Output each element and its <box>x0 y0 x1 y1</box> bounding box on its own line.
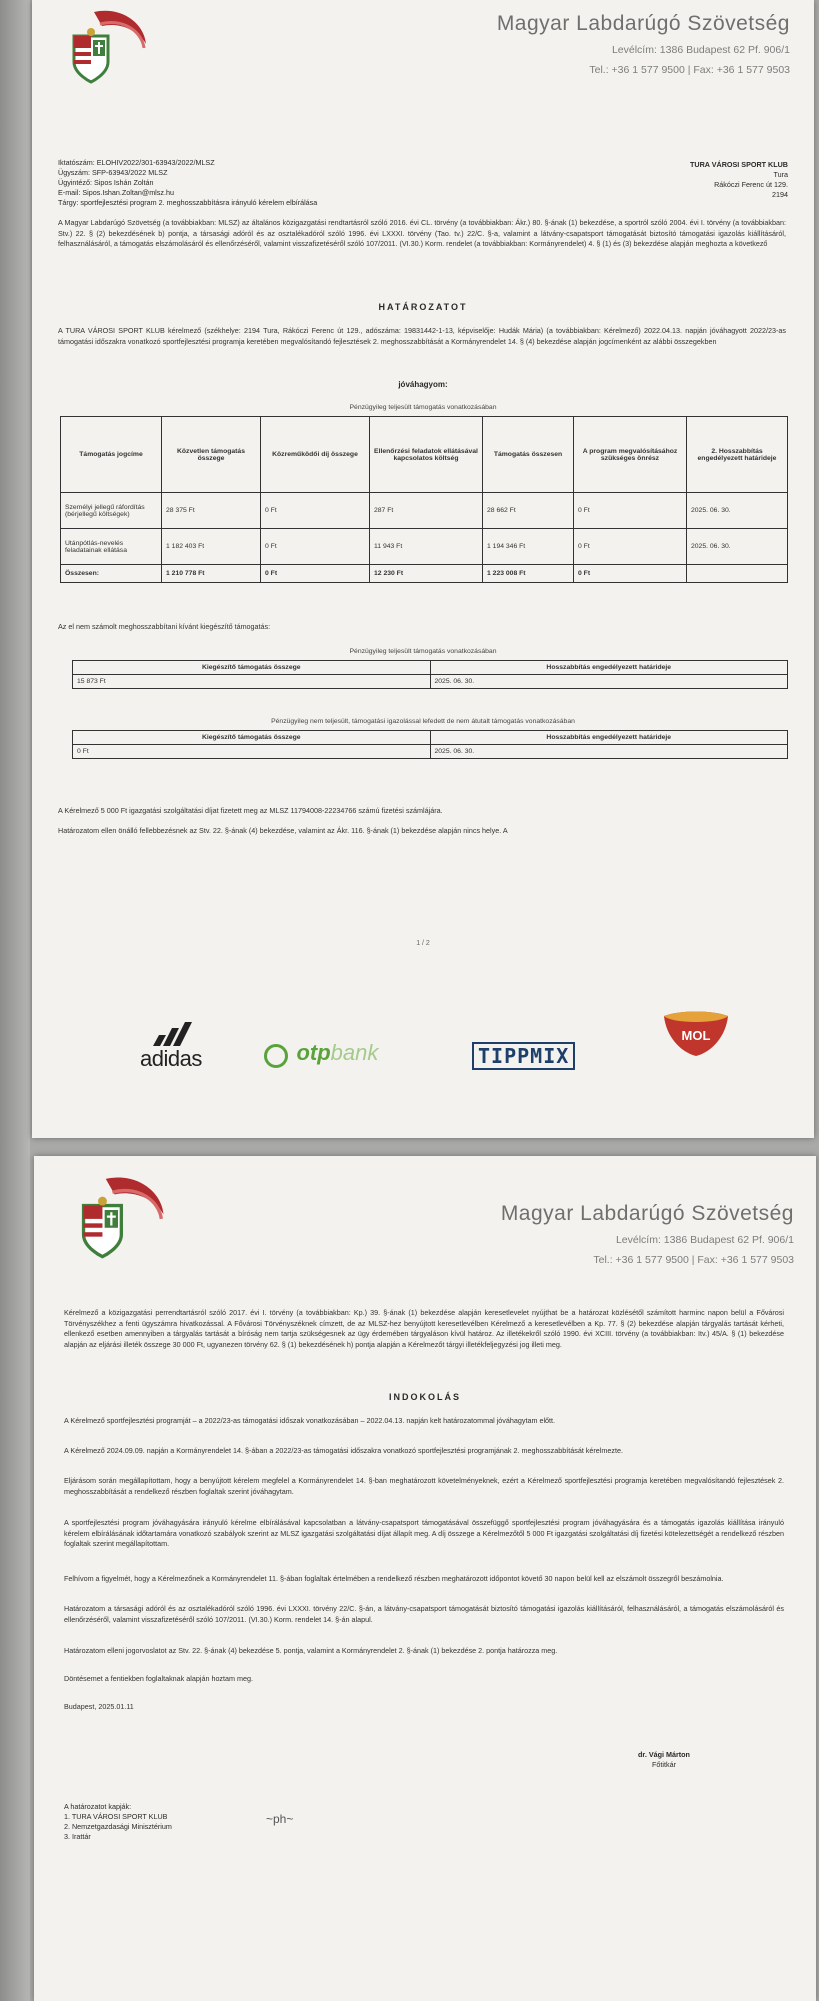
reasoning-title: INDOKOLÁS <box>389 1392 461 1402</box>
case-meta <box>58 158 478 208</box>
signer-title: Főtitkár <box>652 1760 676 1769</box>
distribution-item: 2. Nemzetgazdasági Minisztérium <box>64 1822 172 1831</box>
table-cell: 11 943 Ft <box>370 529 483 565</box>
table-header: Hosszabbítás engedélyezett határideje <box>430 731 788 745</box>
table-cell: Utánpótlás-nevelés feladatainak ellátása <box>61 529 162 565</box>
org-name: Magyar Labdarúgó Szövetség <box>500 1202 794 1225</box>
adidas-stripes-icon <box>149 1020 193 1046</box>
table-header-row <box>73 731 788 745</box>
reasoning-paragraph: A Kérelmező sportfejlesztési programját – a 2022/23-as támogatási időszak vonatkozásában – 2022.04.13. napján kelt határozatommal jóváhagytam előtt. <box>64 1416 556 1425</box>
table-cell: 2025. 06. 30. <box>430 675 788 689</box>
page-number: 1 / 2 <box>416 940 430 947</box>
table-cell: 28 375 Ft <box>162 493 261 529</box>
meta-line: Ügyintéző: Sipos Ishán Zoltán <box>58 178 154 187</box>
table-cell: 1 182 403 Ft <box>162 529 261 565</box>
reasoning-paragraph: Eljárásom során megállapítottam, hogy a benyújtott kérelem megfelel a Kormányrendelet 14. §-ban meghatározott követelményeknek, ezért a Kérelmező sportfejlesztési programja keretében megvalósítandó fejlesztések 2. meghosszabbítását a rendelkező részben foglaltak szerint jóváhagytam. <box>64 1476 784 1496</box>
table-cell: 0 Ft <box>261 565 370 583</box>
table-cell: 2025. 06. 30. <box>687 493 788 529</box>
table-cell: 1 223 008 Ft <box>483 565 574 583</box>
table-header: Ellenőrzési feladatok ellátásával kapcsolatos költség <box>370 417 483 493</box>
decision-title: HATÁROZATOT <box>378 302 468 312</box>
table-cell <box>687 565 788 583</box>
distribution-item: 1. TURA VÁROSI SPORT KLUB <box>64 1812 168 1821</box>
recipient-city: Tura <box>773 170 788 179</box>
table-cell: 287 Ft <box>370 493 483 529</box>
table-row <box>61 529 788 565</box>
table-cell: 0 Ft <box>574 529 687 565</box>
supplementary-table-paid <box>72 660 788 689</box>
reasoning-paragraph: A sportfejlesztési program jóváhagyására irányuló kérelme elbírálásával kapcsolatban a látvány-csapatsport támogatásával összefüggő sportfejlesztési program jóváhagyására és a támogatás igazolás kiállítása irányuló kérelem elbírálásának időtartamára vonatkozó szabályok szerint az MLSZ igazgatási szolgáltatási díjat állapít meg. A díj összege a Kérelmezőtől 5 000 Ft igazgatási szolgáltatási díj fizetési kötelezettségét a rendelkező részben foglaltak szerint megállapítottam. <box>64 1518 784 1548</box>
otp-wordmark: otp <box>296 1040 331 1065</box>
table-cell: 0 Ft <box>261 529 370 565</box>
signer-name: dr. Vági Márton <box>638 1750 690 1759</box>
photo-backdrop <box>0 0 30 2001</box>
meta-line: Tárgy: sportfejlesztési program 2. meghosszabbításra irányuló kérelem elbírálása <box>58 198 318 207</box>
mol-wordmark: MOL <box>681 1028 711 1043</box>
org-address: Levélcím: 1386 Budapest 62 Pf. 906/1 <box>611 44 790 56</box>
table-cell: Összesen: <box>61 565 162 583</box>
meta-line: Iktatószám: ELOHIV2022/301-63943/2022/MLSZ <box>58 158 215 167</box>
table-header: Kiegészítő támogatás összege <box>73 731 431 745</box>
table-header: Kiegészítő támogatás összege <box>73 661 431 675</box>
table-cell: 0 Ft <box>574 493 687 529</box>
table-header-row <box>61 417 788 493</box>
table-cell: 28 662 Ft <box>483 493 574 529</box>
table-header: Közvetlen támogatás összege <box>162 417 261 493</box>
reasoning-paragraph: Határozatom a társasági adóról és az osztalékadóról szóló 1996. évi LXXXI. törvény 22/C. §-án, a látvány-csapatsport támogatását biztosító támogatási igazolás kiállításáról, felhasználásáról, a támogatás elszámolásáról és ellenőrzéséről, valamint visszafizetéséről szóló 107/2011. (VI.30.) Korm. rendelet 14. §-án alapul. <box>64 1604 784 1624</box>
legal-remedy-paragraph: Kérelmező a közigazgatási perrendtartásról szóló 2017. évi I. törvény (a továbbiakban: Kp.) 39. §-ának (1) bekezdése alapján keresetlevelet nyújthat be a határozat közlésétől számított harminc napon belül a Fővárosi Törvényszékhez a fenti ügyszámra hivatkozással. A Fővárosi Törvényszéknek címzett, de az MLSZ-hez benyújtott keresetlevélben Kérelmező a keresetlevélben a Kp. 77. § (2) bekezdése alapján tárgyalás tartását kérheti, ellenkező esetben amennyiben a tárgyalás tartását a bíróság nem tartja szükségesnek az ügy érdemében tárgyaláson kívül határoz. Az illetékekről szóló 1990. évi XCIII. törvény (a továbbiakban: Itv.) 45/A. § (1) bekezdése alapján az eljárási illeték összege 30 000 Ft, ugyanezen törvény 62. § (1) bekezdésének h) pontja alapján a Kérelmezőt tárgyi illetékfeljegyzési jog illeti meg. <box>64 1308 784 1349</box>
recipient-street: Rákóczi Ferenc út 129. <box>714 180 788 189</box>
appeal-paragraph: Határozatom ellen önálló fellebbezésnek az Stv. 22. §-ának (4) bekezdése, valamint az Ákr. 116. §-ának (1) bekezdése alapján nincs helye. A <box>58 826 508 835</box>
meta-line: Ügyszám: SFP-63943/2022 MLSZ <box>58 168 168 177</box>
table-cell: 1 194 346 Ft <box>483 529 574 565</box>
decision-paragraph: A TURA VÁROSI SPORT KLUB kérelmező (székhelye: 2194 Tura, Rákóczi Ferenc út 129., adószáma: 19831442-1-13, képviselője: Hudák Mária) (a továbbiakban: Kérelmező) 2022.04.13. napján jóváhagyott 2022/23-as támogatási időszakra vonatkozó sportfejlesztési programja keretében megvalósítandó fejlesztések 2. meghosszabbítását a Kormányrendelet 14. § (4) bekezdése alapján jogcímenként az alábbi összegekben <box>58 326 786 346</box>
table-cell: 1 210 778 Ft <box>162 565 261 583</box>
supplementary-text: Az el nem számolt meghosszabbítani kívánt kiegészítő támogatás: <box>58 622 271 631</box>
fee-paragraph: A Kérelmező 5 000 Ft igazgatási szolgáltatási díjat fizetett meg az MLSZ 11794008-22234766 számú fizetési számlájára. <box>58 806 443 815</box>
mol-sponsor <box>660 1010 732 1063</box>
org-phone-fax: Tel.: +36 1 577 9500 | Fax: +36 1 577 9503 <box>593 1254 794 1266</box>
otp-sponsor <box>264 1040 378 1068</box>
table-cell: Személyi jellegű ráfordítás (bérjellegű költségek) <box>61 493 162 529</box>
otp-wordmark-rest: bank <box>330 1040 379 1065</box>
approved-label: jóváhagyom: <box>398 380 448 389</box>
supplementary-table-unpaid <box>72 730 788 759</box>
document-page-2 <box>34 1156 816 2001</box>
table-cell: 0 Ft <box>261 493 370 529</box>
tippmix-wordmark: TIPPMIX <box>472 1042 575 1070</box>
reasoning-paragraph: A Kérelmező 2024.09.09. napján a Kormányrendelet 14. §-ában a 2022/23-as támogatási időszakra vonatkozó sportfejlesztési programjának 2. meghosszabbítását kérelmezte. <box>64 1446 623 1455</box>
table-cell: 15 873 Ft <box>73 675 431 689</box>
document-page-1 <box>32 0 814 1138</box>
decision-date: Budapest, 2025.01.11 <box>64 1702 134 1711</box>
recipient-block <box>690 160 788 200</box>
support-table <box>60 416 788 583</box>
table-cell: 2025. 06. 30. <box>430 745 788 759</box>
signature-block <box>594 1750 734 1770</box>
distribution-list <box>64 1802 364 1842</box>
intro-paragraph: A Magyar Labdarúgó Szövetség (a továbbiakban: MLSZ) az általános közigazgatási rendtartásról szóló 2016. évi CL. törvény (a továbbiakban: Ákr.) 80. §-ának (1) bekezdése, a sportról szóló 2004. évi I. törvény (a továbbiakban: Stv.) 22. § (2) bekezdésének b) pontja, a társasági adóról és az osztalékadóról szóló 1996. évi LXXXI. törvény (Tao. tv.) 22/C. §-a, valamint a látvány-csapatsport támogatását biztosító támogatási igazolás kiállításáról, felhasználásáról, a támogatás elszámolásáról és ellenőrzéséről, valamint visszafizetéséről szóló 107/2011. (VI.30.) Korm. rendelet (a továbbiakban: Kormányrendelet) 4. § (1) és (3) bekezdése alapján meghozta a következő <box>58 218 786 248</box>
adidas-wordmark: adidas <box>140 1046 202 1071</box>
org-phone-fax: Tel.: +36 1 577 9500 | Fax: +36 1 577 9503 <box>589 64 790 76</box>
mol-logo-icon <box>660 1010 732 1058</box>
table-header: Közreműködői díj összege <box>261 417 370 493</box>
org-name: Magyar Labdarúgó Szövetség <box>496 12 790 35</box>
mlsz-logo-icon <box>60 4 150 94</box>
table-row <box>61 493 788 529</box>
table-header: A program megvalósításához szükséges önrész <box>574 417 687 493</box>
reasoning-paragraph: Döntésemet a fentiekben foglaltaknak alapján hoztam meg. <box>64 1674 253 1683</box>
table-header-row <box>73 661 788 675</box>
table1-caption: Pénzügyileg teljesült támogatás vonatkozásában <box>349 404 497 411</box>
table-cell: 0 Ft <box>574 565 687 583</box>
org-header <box>497 12 790 76</box>
table2-caption: Pénzügyileg teljesült támogatás vonatkozásában <box>349 648 497 655</box>
otp-circle-icon <box>264 1044 288 1068</box>
table-header: 2. Hosszabbítás engedélyezett határideje <box>687 417 788 493</box>
table-cell: 2025. 06. 30. <box>687 529 788 565</box>
table-header: Hosszabbítás engedélyezett határideje <box>430 661 788 675</box>
reasoning-paragraph: Felhívom a figyelmét, hogy a Kérelmezőnek a Kormányrendelet 11. §-ában foglaltak értelmében a rendelkező részben meghatározott időpontot követő 30 napon belül kell az elszámolt összegről beszámolnia. <box>64 1574 724 1583</box>
mlsz-logo-icon <box>68 1170 168 1270</box>
table-cell: 12 230 Ft <box>370 565 483 583</box>
recipient-zip: 2194 <box>772 190 788 199</box>
reasoning-paragraph: Határozatom elleni jogorvoslatot az Stv. 22. §-ának (4) bekezdése 5. pontja, valamint a Kormányrendelet 2. §-ának (1) bekezdése 2. pontja határozza meg. <box>64 1646 558 1655</box>
meta-line: E-mail: Sipos.Ishan.Zoltan@mlsz.hu <box>58 188 174 197</box>
tippmix-sponsor <box>472 1044 575 1068</box>
table-row <box>73 745 788 759</box>
table-row <box>73 675 788 689</box>
signature-mark: ~ph~ <box>266 1812 294 1826</box>
table-header: Támogatás jogcíme <box>61 417 162 493</box>
table-total-row <box>61 565 788 583</box>
distribution-item: 3. Irattár <box>64 1832 91 1841</box>
recipient-name: TURA VÁROSI SPORT KLUB <box>690 160 788 169</box>
distribution-title: A határozatot kapják: <box>64 1802 132 1811</box>
table3-caption: Pénzügyileg nem teljesült, támogatási igazolással lefedett de nem átutalt támogatás vonatkozásában <box>271 718 575 725</box>
org-address: Levélcím: 1386 Budapest 62 Pf. 906/1 <box>615 1234 794 1246</box>
org-header <box>501 1202 794 1266</box>
table-header: Támogatás összesen <box>483 417 574 493</box>
table-cell: 0 Ft <box>73 745 431 759</box>
adidas-sponsor <box>140 1020 202 1072</box>
